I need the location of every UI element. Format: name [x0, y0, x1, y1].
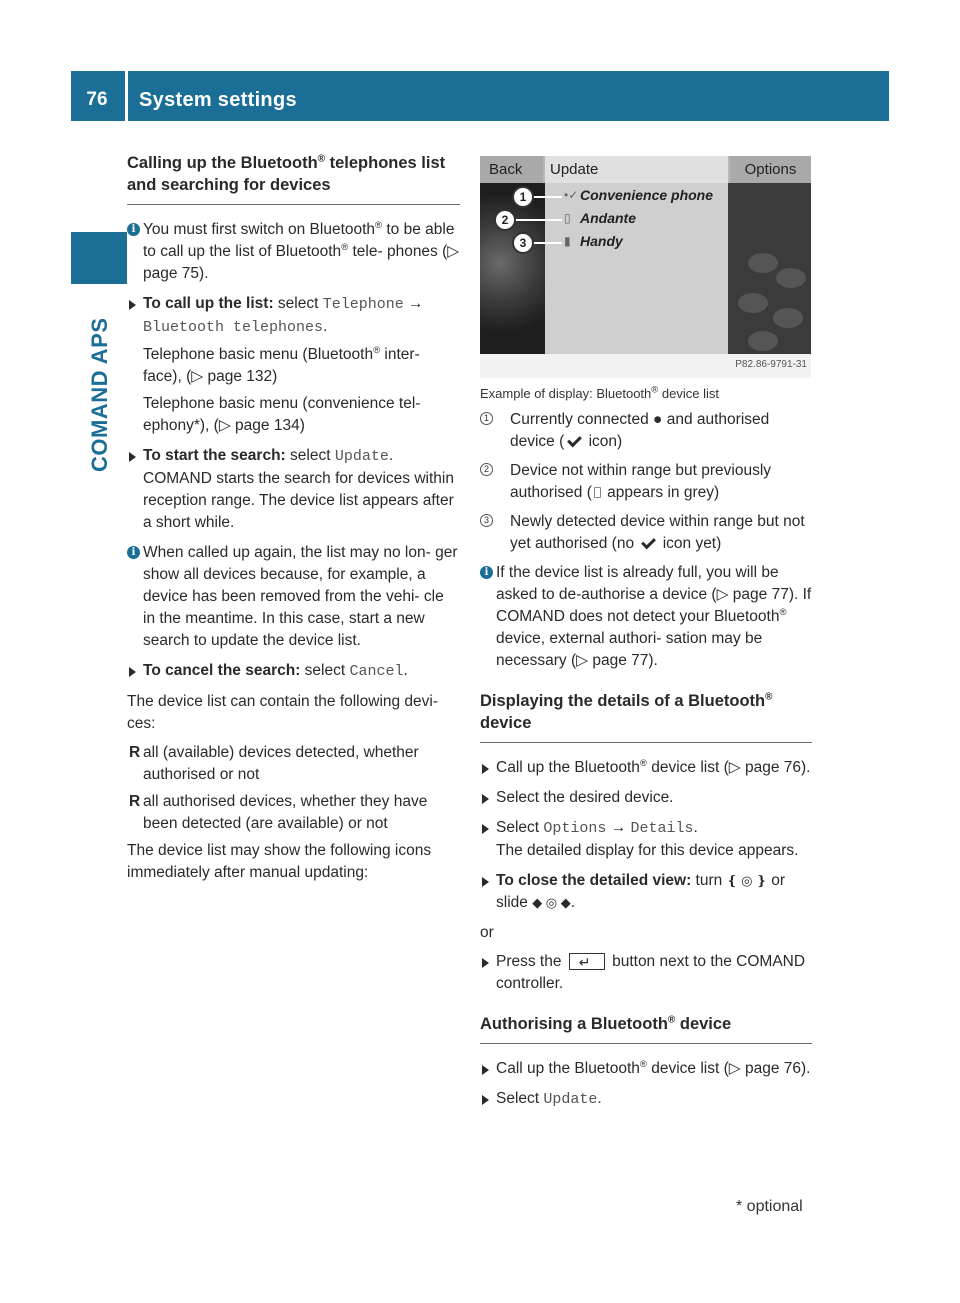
keypad-button — [773, 308, 803, 328]
heading-displaying-details: Displaying the details of a Bluetooth® device — [480, 690, 812, 743]
callout-leader — [532, 242, 562, 244]
controller-slide-icon: ◆ ◎ ◆ — [532, 895, 571, 910]
list-item: R all (available) devices detected, whether authorised or not — [129, 744, 419, 783]
legend-item-2: 2 Device not within range but previously authorised ( appears in grey) — [480, 460, 812, 504]
paragraph-icons-intro: The device list may show the following icons immediately after manual updating: — [127, 842, 432, 881]
info-icon: i — [480, 566, 493, 579]
paragraph-device-list-contents: The device list can contain the following devi- ces: — [127, 693, 439, 732]
keypad-button — [738, 293, 768, 313]
info-icon: i — [127, 546, 140, 559]
info-icon: i — [127, 223, 140, 236]
controller-turn-icon: ❴ ◎ ❵ — [726, 873, 767, 888]
screen-tab-back: Back — [480, 156, 543, 183]
side-chapter-label: COMAND APS — [87, 317, 112, 472]
step-arrow-icon — [482, 958, 489, 968]
header-divider — [125, 71, 128, 121]
keypad-button — [776, 268, 806, 288]
section-title: System settings — [139, 89, 297, 111]
check-icon — [567, 432, 582, 447]
heading-calling-up-list: Calling up the Bluetooth® telephones list and searching for devices — [127, 152, 460, 205]
image-code: P82.86-9791-31 — [735, 359, 807, 370]
step-call-up-list: To call up the list: select Telephone → Bluetooth telephones. Telephone basic menu (Bluetooth® inter- face), (▷ page 132) Telephone basic menu (convenience tel- ephony*), (▷ page 134) — [127, 293, 460, 437]
step-call-up-device-list-2: Call up the Bluetooth® device list (▷ page 76). — [480, 1058, 812, 1080]
callout-leader — [514, 219, 562, 221]
screen-device-item: Andante — [580, 210, 636, 226]
heading-authorising-device: Authorising a Bluetooth® device — [480, 1013, 812, 1044]
screen-tab-update: Update — [545, 156, 728, 183]
step-arrow-icon — [482, 877, 489, 887]
figure-caption: Example of display: Bluetooth® device list — [480, 384, 719, 401]
step-arrow-icon — [482, 764, 489, 774]
callout-leader — [532, 196, 562, 198]
step-arrow-icon — [482, 824, 489, 834]
phone-icon — [594, 487, 601, 498]
step-press-back-button: Press the ↵ button next to the COMAND controller. — [480, 951, 812, 995]
phone-grey-icon: ▯ — [564, 211, 571, 225]
step-close-detailed-view: To close the detailed view: turn ❴ ◎ ❵ or slide ◆ ◎ ◆. — [480, 870, 812, 914]
check-icon — [641, 534, 656, 549]
step-select-options-details: Select Options → Details. The detailed display for this device appears. — [480, 817, 812, 862]
page-number: 76 — [86, 89, 108, 110]
step-arrow-icon — [129, 452, 136, 462]
screen-device-item: Convenience phone — [580, 187, 714, 203]
step-select-update: Select Update. — [480, 1088, 812, 1111]
callout-1: 1 — [512, 186, 534, 208]
phone-new-icon: ▮ — [564, 234, 571, 248]
step-arrow-icon — [129, 300, 136, 310]
legend-item-1: 1 Currently connected ● and authorised device ( icon) — [480, 409, 812, 453]
info-note-switch-on: i You must first switch on Bluetooth® to be able to call up the list of Bluetooth® tele- phones (▷ page 75). — [127, 219, 460, 285]
step-select-device: Select the desired device. — [480, 787, 812, 809]
right-column — [480, 385, 812, 1119]
step-arrow-icon — [482, 794, 489, 804]
screen-controller-area — [480, 183, 545, 354]
step-arrow-icon — [129, 667, 136, 677]
list-item: R all authorised devices, whether they have been detected (are available) or not — [129, 793, 428, 832]
or-text: or — [480, 924, 494, 941]
callout-3: 3 — [512, 232, 534, 254]
display-screenshot — [480, 156, 811, 378]
back-button-icon — [569, 953, 605, 970]
connected-check-icon: •✓ — [564, 188, 579, 202]
footnote-optional: * optional — [736, 1198, 803, 1215]
step-arrow-icon — [482, 1095, 489, 1105]
side-tab-marker — [71, 232, 127, 284]
screen-keypad-area — [728, 183, 811, 354]
screen-tab-options: Options — [730, 156, 811, 183]
screen-device-item: Handy — [580, 233, 623, 249]
step-arrow-icon — [482, 1065, 489, 1075]
keypad-button — [748, 331, 778, 351]
info-note-list-full: i If the device list is already full, you will be asked to de-authorise a device (▷ page 77). If COMAND does not detect your Bluetooth® device, external authori- sation may be necessary (▷ page 77). — [480, 562, 812, 672]
keypad-button — [748, 253, 778, 273]
left-column — [127, 152, 460, 891]
step-cancel-search: To cancel the search: select Cancel. — [127, 660, 460, 683]
callout-2: 2 — [494, 209, 516, 231]
screen-device-list — [545, 183, 728, 354]
step-call-up-device-list: Call up the Bluetooth® device list (▷ page 76). — [480, 757, 812, 779]
step-start-search: To start the search: select Update. COMAND starts the search for devices within reception range. The device list appears after a short while. — [127, 445, 460, 534]
legend-item-3: 3 Newly detected device within range but not yet authorised (no icon yet) — [480, 511, 812, 555]
info-note-list-change: i When called up again, the list may no lon- ger show all devices because, for example, a device has been removed from the vehi- cle in the meantime. In this case, start a new search to update the device list. — [127, 542, 460, 652]
